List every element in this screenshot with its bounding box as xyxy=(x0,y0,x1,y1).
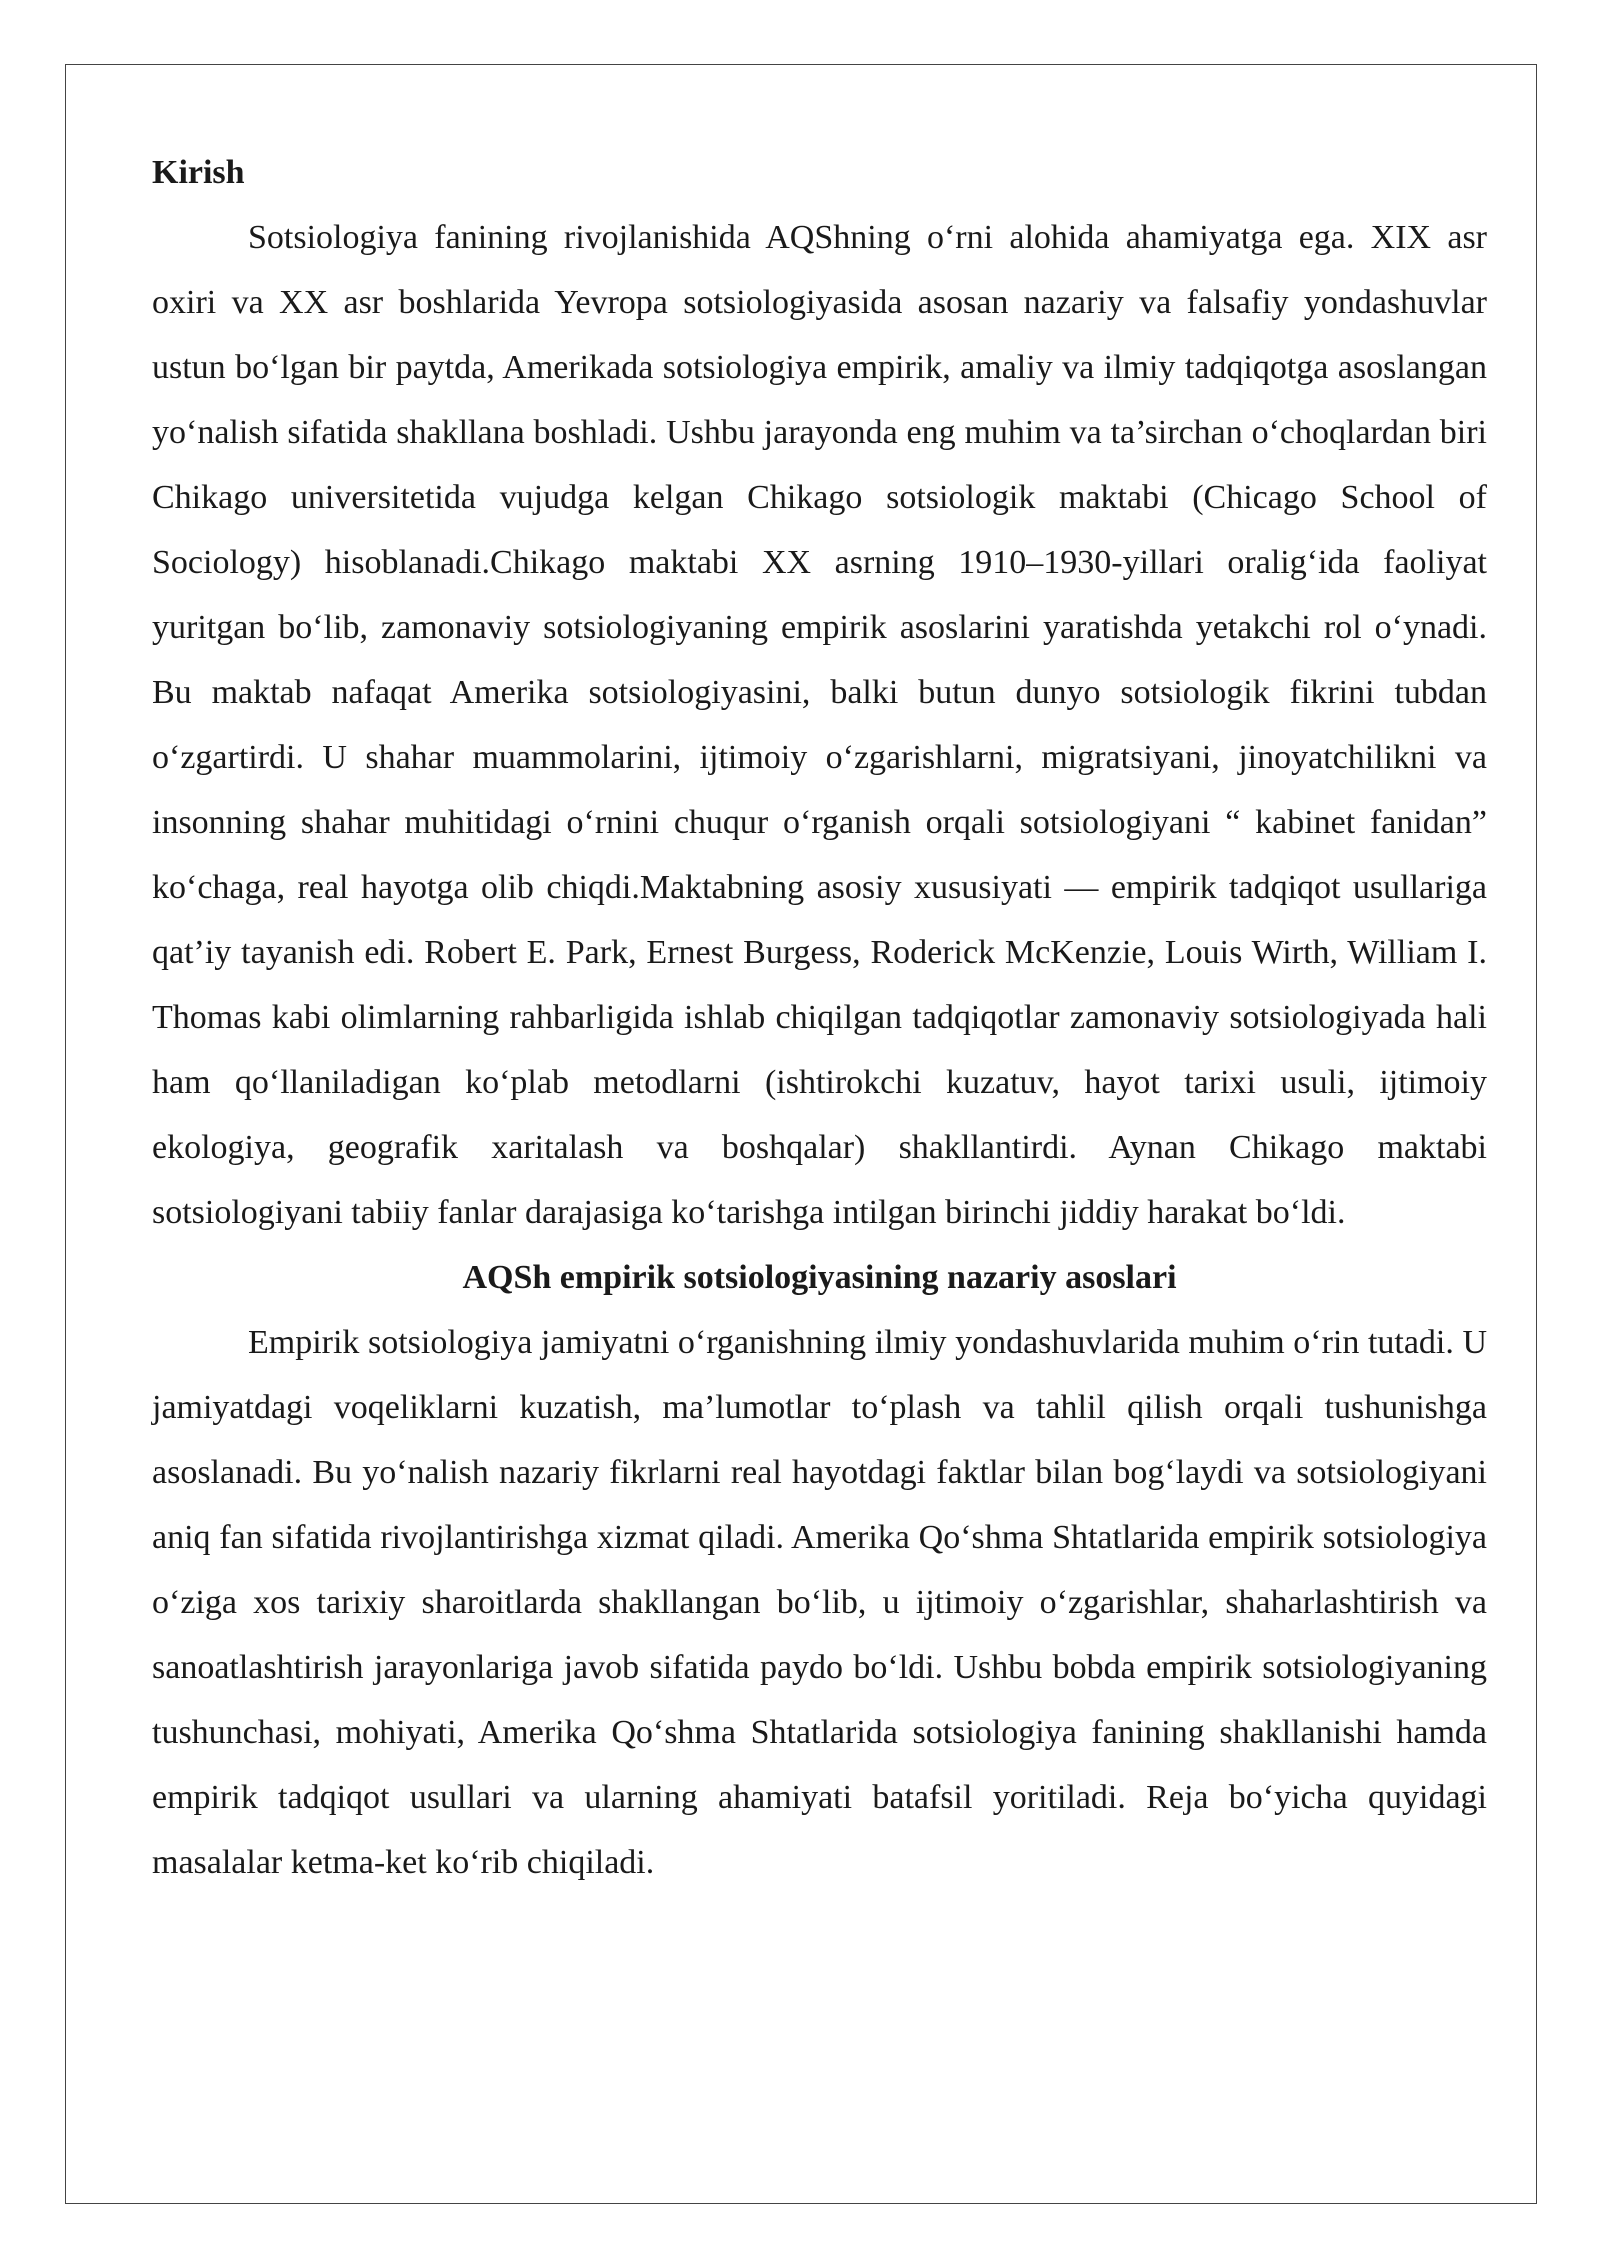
section-heading: AQSh empirik sotsiologiyasining nazariy asoslari xyxy=(462,1259,1177,1296)
intro-paragraph: Sotsiologiya fanining rivojlanishida AQShning o‘rni alohida ahamiyatga ega. XIX asr oxiri va XX asr boshlarida Yevropa sotsiologiyasida asosan nazariy va falsafiy yondashuvlar ustun bo‘lgan bir paytda, Amerikada sotsiologiya empirik, amaliy va ilmiy tadqiqotga asoslangan yo‘nalish sifatida shakllana boshladi. Ushbu jarayonda eng muhim va ta’sirchan o‘choqlardan biri Chikago universitetida vujudga kelgan Chikago sotsiologik maktabi (Chicago School of Sociology) hisoblanadi.Chikago maktabi XX asrning 1910–1930-yillari oralig‘ida faoliyat yuritgan bo‘lib, zamonaviy sotsiologiyaning empirik asoslarini yaratishda yetakchi rol o‘ynadi. Bu maktab nafaqat Amerika sotsiologiyasini, balki butun dunyo sotsiologik fikrini tubdan o‘zgartirdi. U shahar muammolarini, ijtimoiy o‘zgarishlarni, migratsiyani, jinoyatchilikni va insonning shahar muhitidagi o‘rnini chuqur o‘rganish orqali sotsiologiyani “ kabinet fanidan” ko‘chaga, real hayotga olib chiqdi.Maktabning asosiy xususiyati — empirik tadqiqot usullariga qat’iy tayanish edi. Robert E. Park, Ernest Burgess, Roderick McKenzie, Louis Wirth, William I. Thomas kabi olimlarning rahbarligida ishlab chiqilgan tadqiqotlar zamonaviy sotsiologiyada hali ham qo‘llaniladigan ko‘plab metodlarni (ishtirokchi kuzatuv, hayot tarixi usuli, ijtimoiy ekologiya, geografik xaritalash va boshqalar) shakllantirdi. Aynan Chikago maktabi sotsiologiyani tabiiy fanlar darajasiga ko‘tarishga intilgan birinchi jiddiy harakat bo‘ldi. xyxy=(152,219,1487,1231)
intro-heading: Kirish xyxy=(152,154,245,191)
section-paragraph: Empirik sotsiologiya jamiyatni o‘rganishning ilmiy yondashuvlarida muhim o‘rin tutadi. U jamiyatdagi voqeliklarni kuzatish, ma’lumotlar to‘plash va tahlil qilish orqali tushunishga asoslanadi. Bu yo‘nalish nazariy fikrlarni real hayotdagi faktlar bilan bog‘laydi va sotsiologiyani aniq fan sifatida rivojlantirishga xizmat qiladi. Amerika Qo‘shma Shtatlarida empirik sotsiologiya o‘ziga xos tarixiy sharoitlarda shakllangan bo‘lib, u ijtimoiy o‘zgarishlar, shaharlashtirish va sanoatlashtirish jarayonlariga javob sifatida paydo bo‘ldi. Ushbu bobda empirik sotsiologiyaning tushunchasi, mohiyati, Amerika Qo‘shma Shtatlarida sotsiologiya fanining shakllanishi hamda empirik tadqiqot usullari va ularning ahamiyati batafsil yoritiladi. Reja bo‘yicha quyidagi masalalar ketma-ket ko‘rib chiqiladi. xyxy=(152,1324,1487,1881)
document-body xyxy=(152,140,1487,1895)
